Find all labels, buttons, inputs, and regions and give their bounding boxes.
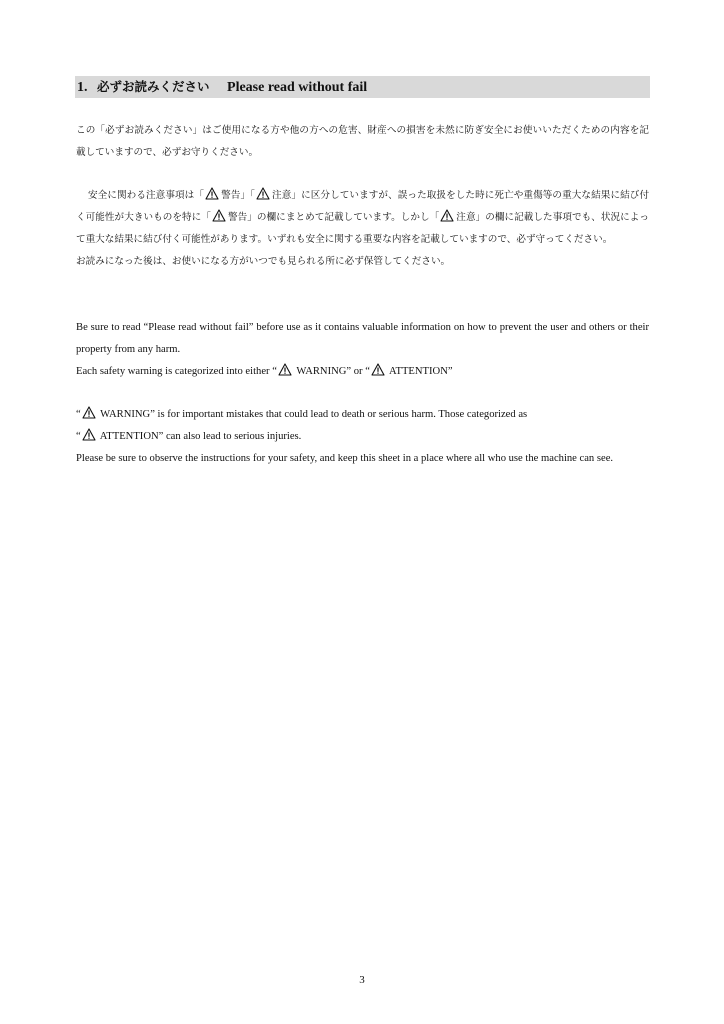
attention-label-jp: 注意 bbox=[456, 212, 476, 223]
jp-storage-paragraph: お読みになった後は、お使いになる方がいつでも見られる所に必ず保管してください。 bbox=[76, 256, 451, 267]
en-text-run: ” is for important mistakes that could lead to death or serious harm. Those categorized as bbox=[150, 409, 528, 420]
warning-triangle-icon bbox=[256, 187, 270, 200]
warning-triangle-icon bbox=[212, 209, 226, 222]
en-text-run: Each safety warning is categorized into either “ bbox=[76, 366, 277, 377]
en-text-run: “ bbox=[76, 431, 81, 442]
en-categorized-line bbox=[76, 361, 649, 383]
jp-text-run: 」「 bbox=[240, 190, 255, 201]
warning-label-en: WARNING bbox=[296, 366, 347, 377]
section-title-jp: 必ずお読みください bbox=[97, 79, 210, 94]
attention-label-en: ATTENTION bbox=[389, 366, 448, 377]
warning-triangle-icon bbox=[440, 209, 454, 222]
warning-triangle-icon bbox=[82, 428, 96, 441]
jp-text-run: 」の欄にまとめて記載しています。しかし「 bbox=[247, 212, 440, 223]
en-warning-description bbox=[76, 404, 649, 426]
en-text-run: ” bbox=[447, 366, 453, 377]
attention-label-en: ATTENTION bbox=[99, 431, 159, 442]
jp-intro-paragraph: この「必ずお読みください」はご使用になる方や他の方への危害、財産への損害を未然に防ぎ安全にお使いいただくための内容を記載していますので、必ずお守りください。 bbox=[76, 125, 649, 158]
warning-label-jp: 警告 bbox=[227, 212, 248, 223]
en-text-run: “ bbox=[76, 409, 81, 420]
en-closing-paragraph: Please be sure to observe the instructions for your safety, and keep this sheet in a place where all who use the machine can see. bbox=[76, 453, 614, 464]
warning-triangle-icon bbox=[278, 363, 292, 376]
jp-text-run: 安全に関わる注意事項は「 bbox=[88, 190, 205, 201]
en-categories-block bbox=[76, 404, 649, 470]
jp-text-run: 」の欄に記載した事項でも、状況によって重大な結果に結び付く可能性があります。いずれも安全に関する重要な内容を記載していますので、必ず守ってください。 bbox=[76, 212, 650, 245]
warning-triangle-icon bbox=[371, 363, 385, 376]
en-intro-paragraph: Be sure to read “Please read without fail” before use as it contains valuable information on how to prevent the user and others or their property from any harm. bbox=[76, 322, 649, 355]
jp-categories-block bbox=[76, 185, 649, 273]
en-text-run: ” or “ bbox=[346, 366, 370, 377]
jp-categories-paragraph bbox=[76, 185, 649, 251]
section-title-en: Please read without fail bbox=[227, 80, 368, 95]
attention-label-jp: 注意 bbox=[271, 190, 292, 201]
en-attention-description bbox=[76, 426, 649, 448]
jp-intro-block bbox=[76, 120, 649, 164]
section-heading bbox=[75, 76, 650, 98]
section-number: 1. bbox=[77, 80, 88, 95]
page-number: 3 bbox=[359, 974, 365, 986]
warning-label-en: WARNING bbox=[100, 409, 151, 420]
en-text-run: ” can also lead to serious injuries. bbox=[158, 431, 302, 442]
jp-text-run: 」に区分していますが、誤った取扱をした時に死亡や重傷等の重大な結果に結び付く可能性が大きいものを特に「 bbox=[76, 190, 650, 223]
warning-label-jp: 警告 bbox=[221, 190, 241, 201]
warning-triangle-icon bbox=[82, 406, 96, 419]
warning-triangle-icon bbox=[205, 187, 219, 200]
en-intro-block bbox=[76, 317, 649, 383]
